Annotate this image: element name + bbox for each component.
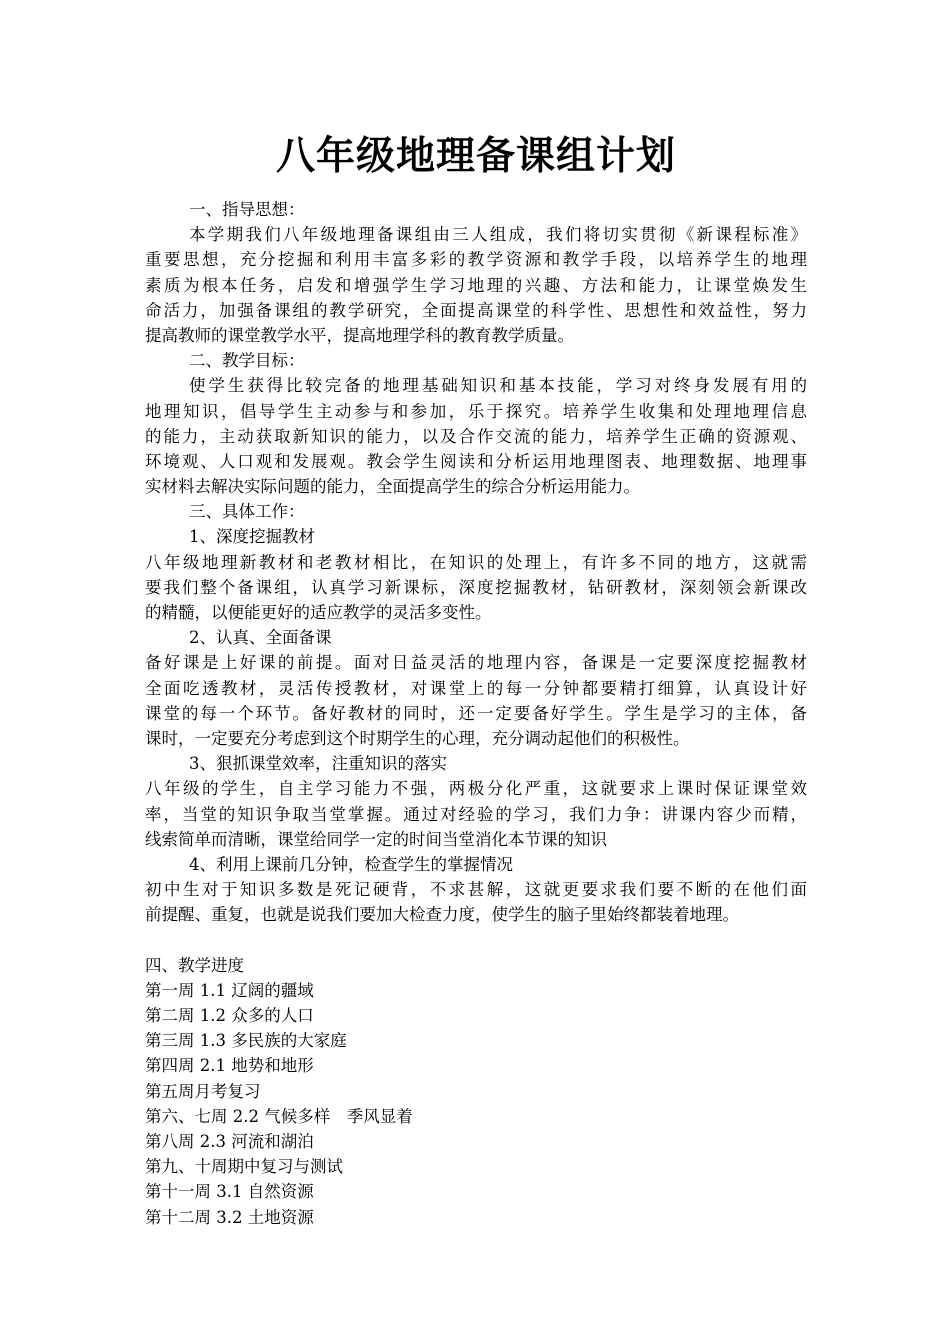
work-item-heading: 2、认真、全面备课 — [189, 628, 332, 648]
schedule-item: 第三周 1.3 多民族的大家庭 — [145, 1031, 347, 1051]
work-item-heading: 1、深度挖掘教材 — [189, 527, 315, 547]
paragraph-line: 率，当堂的知识争取当堂掌握。通过对经验的学习，我们力争：讲课内容少而精， — [145, 804, 807, 824]
paragraph-line: 前提醒、重复，也就是说我们要加大检查力度，使学生的脑子里始终都装着地理。 — [145, 905, 739, 925]
paragraph-line: 课堂的每一个环节。备好教材的同时，还一定要备好学生。学生是学习的主体，备 — [145, 703, 807, 723]
paragraph-line: 初中生对于知识多数是死记硬背，不求甚解，这就更要求我们要不断的在他们面 — [145, 880, 807, 900]
section-heading-schedule: 四、教学进度 — [145, 955, 244, 975]
schedule-item: 第四周 2.1 地势和地形 — [145, 1056, 314, 1076]
document-body — [145, 197, 807, 1230]
schedule-item: 第二周 1.2 众多的人口 — [145, 1006, 314, 1025]
paragraph-line: 使学生获得比较完备的地理基础知识和基本技能，学习对终身发展有用的 — [189, 376, 807, 396]
schedule-item: 第一周 1.1 辽阔的疆域 — [145, 980, 314, 1000]
schedule-item: 第五周月考复习 — [145, 1081, 261, 1101]
section-heading-work: 三、具体工作： — [189, 502, 305, 522]
document-title: 八年级地理备课组计划 — [275, 134, 676, 179]
paragraph-line: 全面吃透教材，灵活传授教材，对课堂上的每一分钟都要精打细算，认真设计好 — [145, 678, 807, 698]
paragraph-line: 地理知识，倡导学生主动参与和参加，乐于探究。培养学生收集和处理地理信息 — [145, 401, 807, 421]
paragraph-line: 八年级的学生，自主学习能力不强，两极分化严重，这就要求上课时保证课堂效 — [145, 779, 807, 799]
work-item-heading: 3、狠抓课堂效率，注重知识的落实 — [189, 754, 447, 774]
schedule-item: 第六、七周 2.2 气候多样 季风显着 — [145, 1106, 413, 1126]
paragraph-line: 八年级地理新教材和老教材相比，在知识的处理上，有许多不同的地方，这就需 — [145, 552, 807, 572]
blank-line — [145, 927, 807, 952]
schedule-item: 第十二周 3.2 土地资源 — [145, 1207, 314, 1227]
schedule-item: 第八周 2.3 河流和湖泊 — [145, 1131, 314, 1151]
paragraph-line: 环境观、人口观和发展观。教会学生阅读和分析运用地理图表、地理数据、地理事 — [145, 451, 807, 471]
paragraph-line: 实材料去解决实际问题的能力，全面提高学生的综合分析运用能力。 — [145, 477, 640, 497]
paragraph-line: 要我们整个备课组，认真学习新课标，深度挖掘教材，钻研教材，深刻领会新课改 — [145, 577, 807, 597]
paragraph-line: 重要思想，充分挖掘和利用丰富多彩的教学资源和教学手段，以培养学生的地理 — [145, 250, 807, 270]
section-heading-goals: 二、教学目标： — [189, 351, 305, 371]
schedule-item: 第十一周 3.1 自然资源 — [145, 1182, 314, 1202]
paragraph-line: 备好课是上好课的前提。面对日益灵活的地理内容，备课是一定要深度挖掘教材 — [145, 653, 807, 673]
paragraph-line: 提高教师的课堂教学水平，提高地理学科的教育教学质量。 — [145, 325, 574, 345]
paragraph-line: 本学期我们八年级地理备课组由三人组成，我们将切实贯彻《新课程标准》 — [189, 225, 807, 245]
section-heading-guiding: 一、指导思想： — [189, 200, 305, 219]
paragraph-line: 线索简单而清晰，课堂给同学一定的时间当堂消化本节课的知识 — [145, 829, 607, 849]
paragraph-line: 命活力，加强备课组的教学研究，全面提高课堂的科学性、思想性和效益性，努力 — [145, 300, 807, 320]
document-page — [145, 0, 807, 1230]
paragraph-line: 课时，一定要充分考虑到这个时期学生的心理，充分调动起他们的积极性。 — [145, 728, 690, 748]
paragraph-line: 素质为根本任务，启发和增强学生学习地理的兴趣、方法和能力，让课堂焕发生 — [145, 275, 807, 295]
schedule-item: 第九、十周期中复习与测试 — [145, 1157, 343, 1177]
paragraph-line: 的能力，主动获取新知识的能力，以及合作交流的能力，培养学生正确的资源观、 — [145, 426, 807, 446]
work-item-heading: 4、利用上课前几分钟，检查学生的掌握情况 — [189, 854, 513, 874]
paragraph-line: 的精髓，以便能更好的适应教学的灵活多变性。 — [145, 603, 492, 622]
